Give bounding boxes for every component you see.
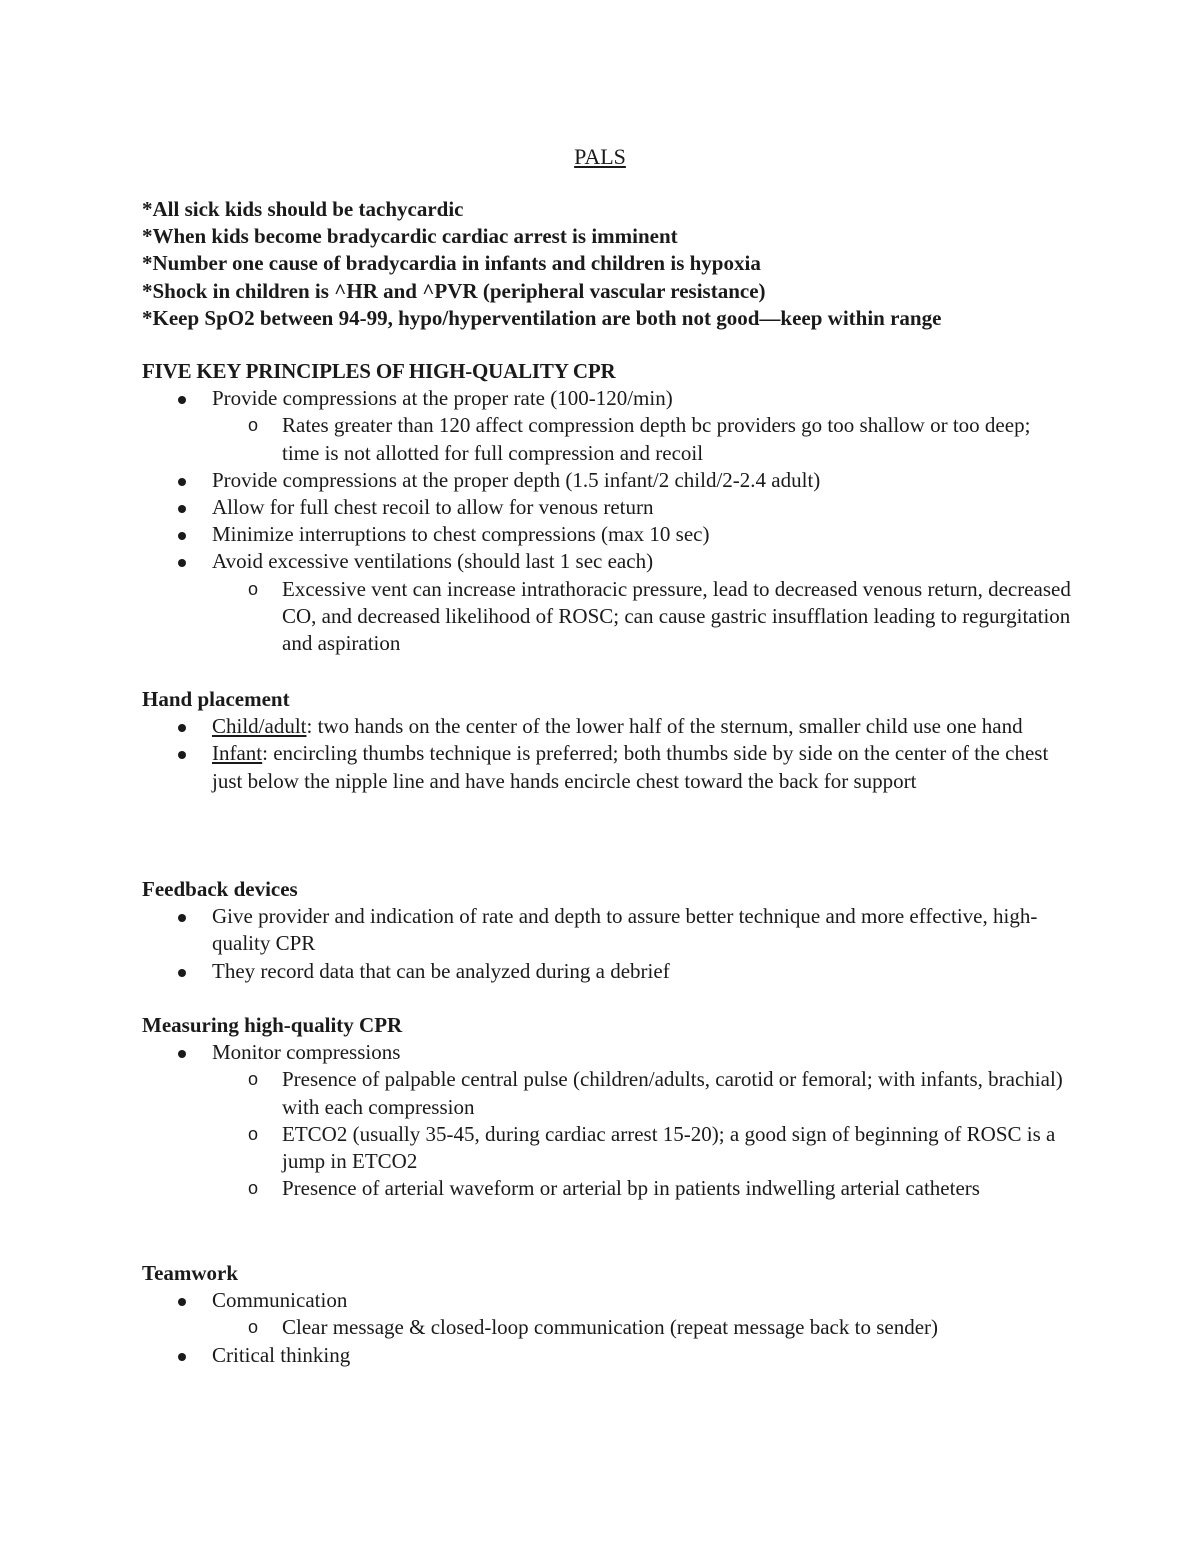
list-item-text: Monitor compressions — [212, 1040, 401, 1065]
section-measuring-cpr — [142, 1012, 1072, 1202]
list-item — [212, 740, 1072, 794]
list-item: Provide compressions at the proper depth (1.5 infant/2 child/2-2.4 adult) — [212, 467, 1072, 494]
sub-list-item: o Presence of palpable central pulse (children/adults, carotid or femoral; with infants, brachial) with each compression — [282, 1066, 1072, 1120]
list-item-text: Communication — [212, 1288, 348, 1313]
section-feedback-devices — [142, 876, 1072, 985]
list-item: Allow for full chest recoil to allow for venous return — [212, 494, 1072, 521]
section-heading: FIVE KEY PRINCIPLES OF HIGH-QUALITY CPR — [142, 359, 616, 383]
sub-list — [212, 1066, 1072, 1202]
list-item-text: Provide compressions at the proper rate (100-120/min) — [212, 386, 673, 411]
sub-list-item: o Presence of arterial waveform or arterial bp in patients indwelling arterial catheters — [282, 1175, 1072, 1202]
list-item-text: : two hands on the center of the lower half of the sternum, smaller child use one hand — [306, 714, 1023, 739]
bullet-list — [142, 1039, 1072, 1202]
list-item-text: : encircling thumbs technique is preferred; both thumbs side by side on the center of the chest just below the nipple line and have hands encircle chest toward the back for support — [212, 741, 1049, 793]
section-teamwork — [142, 1260, 1072, 1369]
list-item — [212, 1287, 1072, 1341]
list-item: Critical thinking — [212, 1342, 1072, 1369]
sub-list — [212, 1314, 1072, 1341]
list-item-text: Avoid excessive ventilations (should last 1 sec each) — [212, 549, 654, 574]
section-hand-placement — [142, 686, 1072, 795]
sub-list-item: o ETCO2 (usually 35-45, during cardiac arrest 15-20); a good sign of beginning of ROSC is a jump in ETCO2 — [282, 1121, 1072, 1175]
list-item: Give provider and indication of rate and depth to assure better technique and more effective, high-quality CPR — [212, 903, 1072, 957]
intro-line: *When kids become bradycardic cardiac arrest is imminent — [142, 224, 678, 249]
list-item: They record data that can be analyzed during a debrief — [212, 958, 1072, 985]
section-cpr-principles — [142, 358, 1072, 657]
list-item — [212, 713, 1072, 740]
sub-list-item: o Excessive vent can increase intrathoracic pressure, lead to decreased venous return, decreased CO, and decreased likelihood of ROSC; can cause gastric insufflation leading to regurgitation and aspiration — [282, 576, 1072, 658]
section-heading: Feedback devices — [142, 877, 298, 901]
list-item — [212, 1039, 1072, 1202]
intro-line: *Keep SpO2 between 94-99, hypo/hyperventilation are both not good—keep within range — [142, 305, 942, 330]
term-label: Infant — [212, 741, 263, 766]
sub-list-item: o Rates greater than 120 affect compression depth bc providers go too shallow or too deep; time is not allotted for full compression and recoil — [282, 412, 1072, 466]
term-label: Child/adult — [212, 714, 307, 739]
list-item — [212, 548, 1072, 657]
list-item — [212, 385, 1072, 467]
intro-line: *Shock in children is ^HR and ^PVR (peripheral vascular resistance) — [142, 278, 766, 303]
intro-line: *Number one cause of bradycardia in infants and children is hypoxia — [142, 251, 761, 276]
bullet-list — [142, 903, 1072, 985]
section-heading: Teamwork — [142, 1261, 239, 1285]
sub-list — [212, 412, 1072, 466]
bullet-list — [142, 1287, 1072, 1369]
sub-list-item: o Clear message & closed-loop communication (repeat message back to sender) — [282, 1314, 1072, 1341]
intro-line: *All sick kids should be tachycardic — [142, 197, 464, 221]
list-item: Minimize interruptions to chest compressions (max 10 sec) — [212, 521, 1072, 548]
bullet-list — [142, 713, 1072, 795]
intro-notes — [142, 196, 1142, 332]
sub-list — [212, 576, 1072, 658]
section-heading: Measuring high-quality CPR — [142, 1013, 403, 1037]
page-title: PALS — [574, 144, 626, 169]
section-heading: Hand placement — [142, 687, 290, 711]
bullet-list — [142, 385, 1072, 657]
